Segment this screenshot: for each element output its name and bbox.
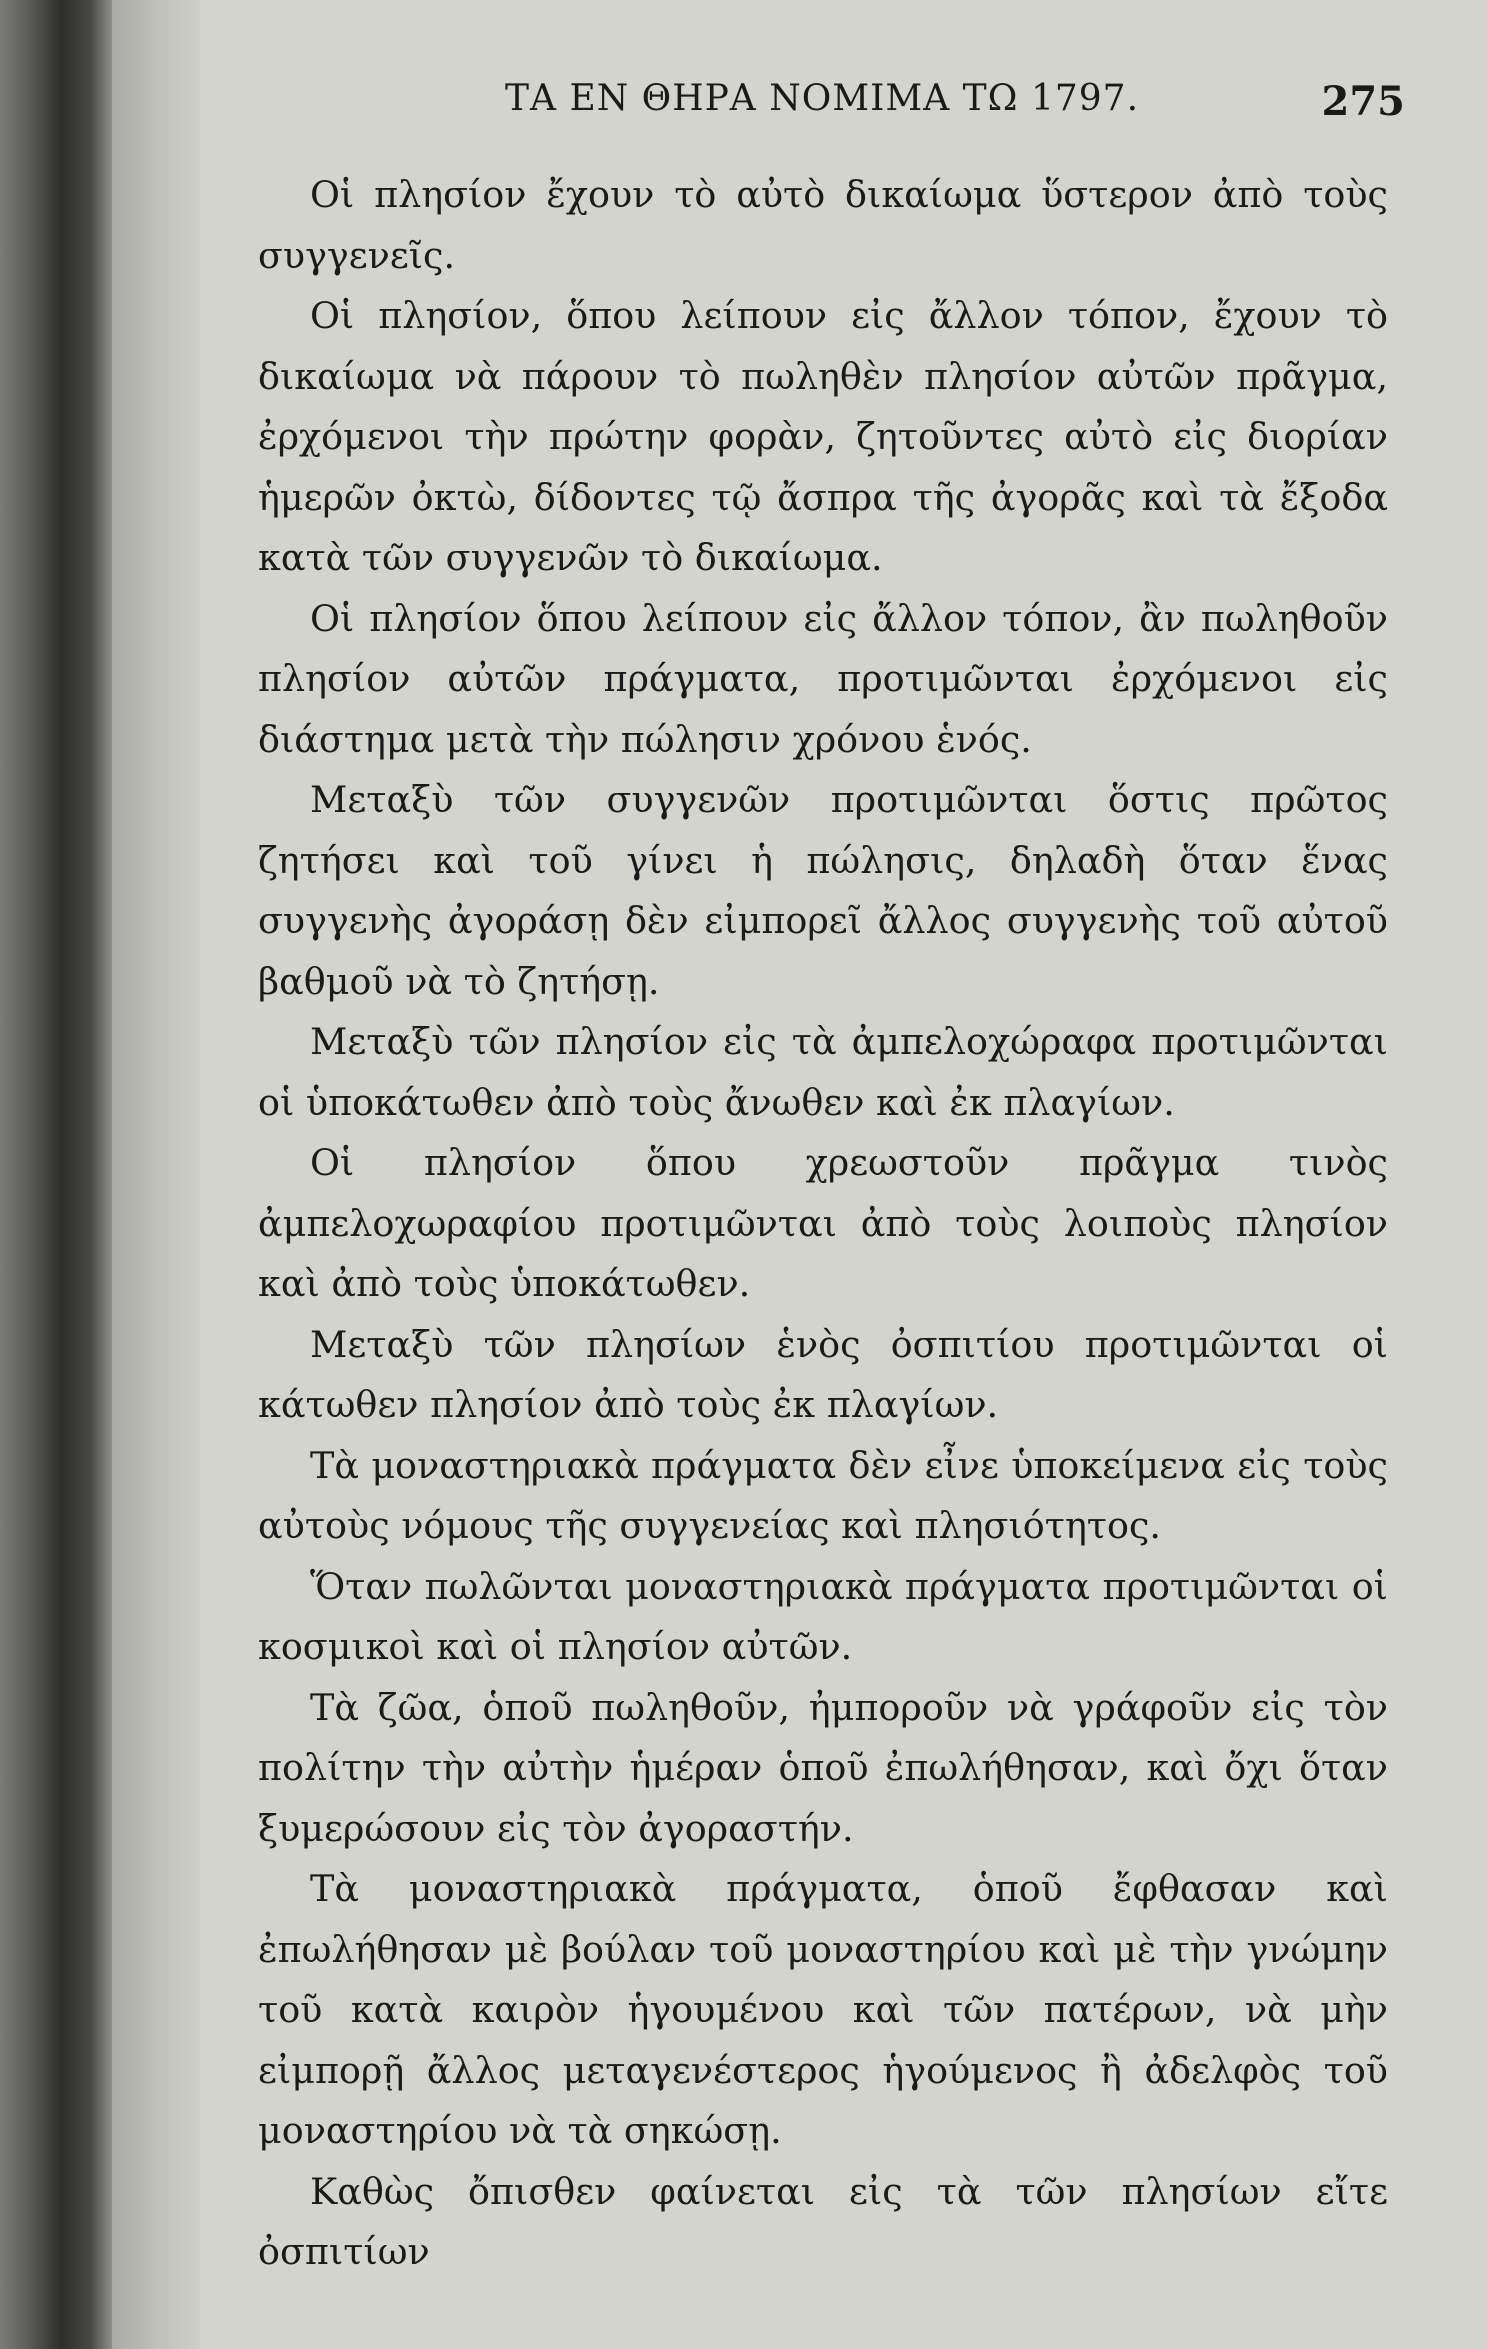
paragraph: Τὰ μοναστηριακὰ πράγματα δὲν εἶνε ὑποκείμενα εἰς τοὺς αὐτοὺς νόμους τῆς συγγενείας καὶ πλησιότητος.: [258, 1443, 1388, 1547]
page-header: [505, 78, 1405, 128]
paragraph: Τὰ μοναστηριακὰ πράγματα, ὁποῦ ἔφθασαν καὶ ἐπωλήθησαν μὲ βούλαν τοῦ μοναστηρίου καὶ μὲ τὴν γνώμην τοῦ κατὰ καιρὸν ἡγουμένου καὶ τῶν πατέρων, νὰ μὴν εἰμπορῇ ἄλλος μεταγενέστερος ἡγούμενος ἢ ἀδελφὸς τοῦ μοναστηρίου νὰ τὰ σηκώσῃ.: [258, 1867, 1388, 2152]
body-text: [258, 165, 1388, 2283]
book-spine-shadow: [0, 0, 112, 2349]
paragraph: Ὅταν πωλῶνται μοναστηριακὰ πράγματα προτιμῶνται οἱ κοσμικοὶ καὶ οἱ πλησίον αὐτῶν.: [258, 1564, 1388, 1668]
page-number: 275: [1321, 78, 1405, 125]
paragraph: Οἱ πλησίον ὅπου χρεωστοῦν πρᾶγμα τινὸς ἀμπελοχωραφίου προτιμῶνται ἀπὸ τοὺς λοιποὺς πλησίον καὶ ἀπὸ τοὺς ὑποκάτωθεν.: [258, 1141, 1388, 1305]
paragraph: Οἱ πλησίον ὅπου λείπουν εἰς ἄλλον τόπον, ἂν πωληθοῦν πλησίον αὐτῶν πράγματα, προτιμῶνται ἐρχόμενοι εἰς διάστημα μετὰ τὴν πώλησιν χρόνου ἑνός.: [258, 596, 1388, 761]
paragraph: Καθὼς ὄπισθεν φαίνεται εἰς τὰ τῶν πλησίων εἴτε ὀσπιτίων: [258, 2169, 1388, 2273]
running-head: ΤΑ ΕΝ ΘΗΡΑ ΝΟΜΙΜΑ ΤΩ 1797.: [505, 78, 1140, 119]
paragraph: Μεταξὺ τῶν πλησίων ἑνὸς ὀσπιτίου προτιμῶνται οἱ κάτωθεν πλησίον ἀπὸ τοὺς ἐκ πλαγίων.: [258, 1322, 1388, 1426]
page-gutter: [112, 0, 200, 2349]
paragraph: Τὰ ζῶα, ὁποῦ πωληθοῦν, ἠμποροῦν νὰ γράφοῦν εἰς τὸν πολίτην τὴν αὐτὴν ἡμέραν ὁποῦ ἐπωλήθησαν, καὶ ὄχι ὅταν ξυμερώσουν εἰς τὸν ἀγοραστήν.: [258, 1685, 1388, 1850]
paragraph: Οἱ πλησίον ἔχουν τὸ αὐτὸ δικαίωμα ὕστερον ἀπὸ τοὺς συγγενεῖς.: [258, 173, 1388, 277]
paragraph: Μεταξὺ τῶν πλησίον εἰς τὰ ἀμπελοχώραφα προτιμῶνται οἱ ὑποκάτωθεν ἀπὸ τοὺς ἄνωθεν καὶ ἐκ πλαγίων.: [258, 1020, 1388, 1124]
paragraph: Μεταξὺ τῶν συγγενῶν προτιμῶνται ὅστις πρῶτος ζητήσει καὶ τοῦ γίνει ἡ πώλησις, δηλαδὴ ὅταν ἕνας συγγενὴς ἀγοράσῃ δὲν εἰμπορεῖ ἄλλος συγγενὴς τοῦ αὐτοῦ βαθμοῦ νὰ τὸ ζητήσῃ.: [258, 778, 1388, 1003]
paragraph: Οἱ πλησίον, ὅπου λείπουν εἰς ἄλλον τόπον, ἔχουν τὸ δικαίωμα νὰ πάρουν τὸ πωληθὲν πλησίον αὐτῶν πρᾶγμα, ἐρχόμενοι τὴν πρώτην φορὰν, ζητοῦντες αὐτὸ εἰς διορίαν ἡμερῶν ὀκτὼ, δίδοντες τῷ ἄσπρα τῆς ἀγορᾶς καὶ τὰ ἔξοδα κατὰ τῶν συγγενῶν τὸ δικαίωμα.: [258, 294, 1388, 579]
